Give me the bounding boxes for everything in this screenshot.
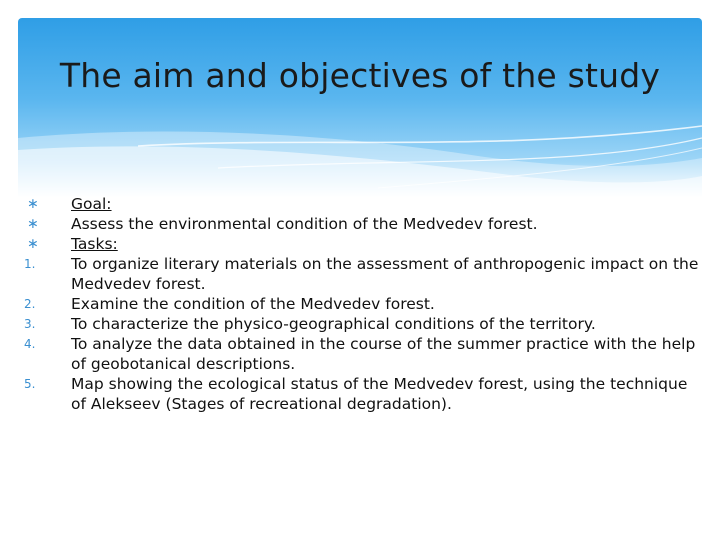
task-text: Examine the condition of the Medvedev forest. [71, 295, 435, 313]
item-number: 1. [24, 257, 36, 271]
bullet-star-icon: ∗ [27, 196, 39, 212]
task-text: To analyze the data obtained in the course of the summer practice with the help of geobotanical descriptions. [71, 335, 696, 373]
list-item [24, 214, 704, 234]
item-number: 2. [24, 297, 36, 311]
content-list [24, 194, 704, 414]
item-number: 4. [24, 337, 36, 351]
list-item [24, 234, 704, 254]
header-banner [18, 18, 702, 198]
list-item [24, 194, 704, 214]
tasks-heading: Tasks: [71, 235, 118, 253]
goal-text: Assess the environmental condition of the Medvedev forest. [71, 215, 538, 233]
task-text: To organize literary materials on the assessment of anthropogenic impact on the Medvedev forest. [71, 255, 699, 293]
list-item [24, 334, 704, 374]
decorative-waves [18, 18, 702, 198]
bullet-star-icon: ∗ [27, 236, 39, 252]
list-item [24, 254, 704, 294]
task-text: To characterize the physico-geographical conditions of the territory. [71, 315, 596, 333]
bullet-star-icon: ∗ [27, 216, 39, 232]
list-item [24, 374, 704, 414]
list-item [24, 294, 704, 314]
item-number: 3. [24, 317, 36, 331]
list-item [24, 314, 704, 334]
goal-heading: Goal: [71, 195, 112, 213]
item-number: 5. [24, 377, 36, 391]
task-text: Map showing the ecological status of the Medvedev forest, using the technique of Alekseev (Stages of recreational degradation). [71, 375, 688, 413]
page-title: The aim and objectives of the study [59, 56, 661, 95]
